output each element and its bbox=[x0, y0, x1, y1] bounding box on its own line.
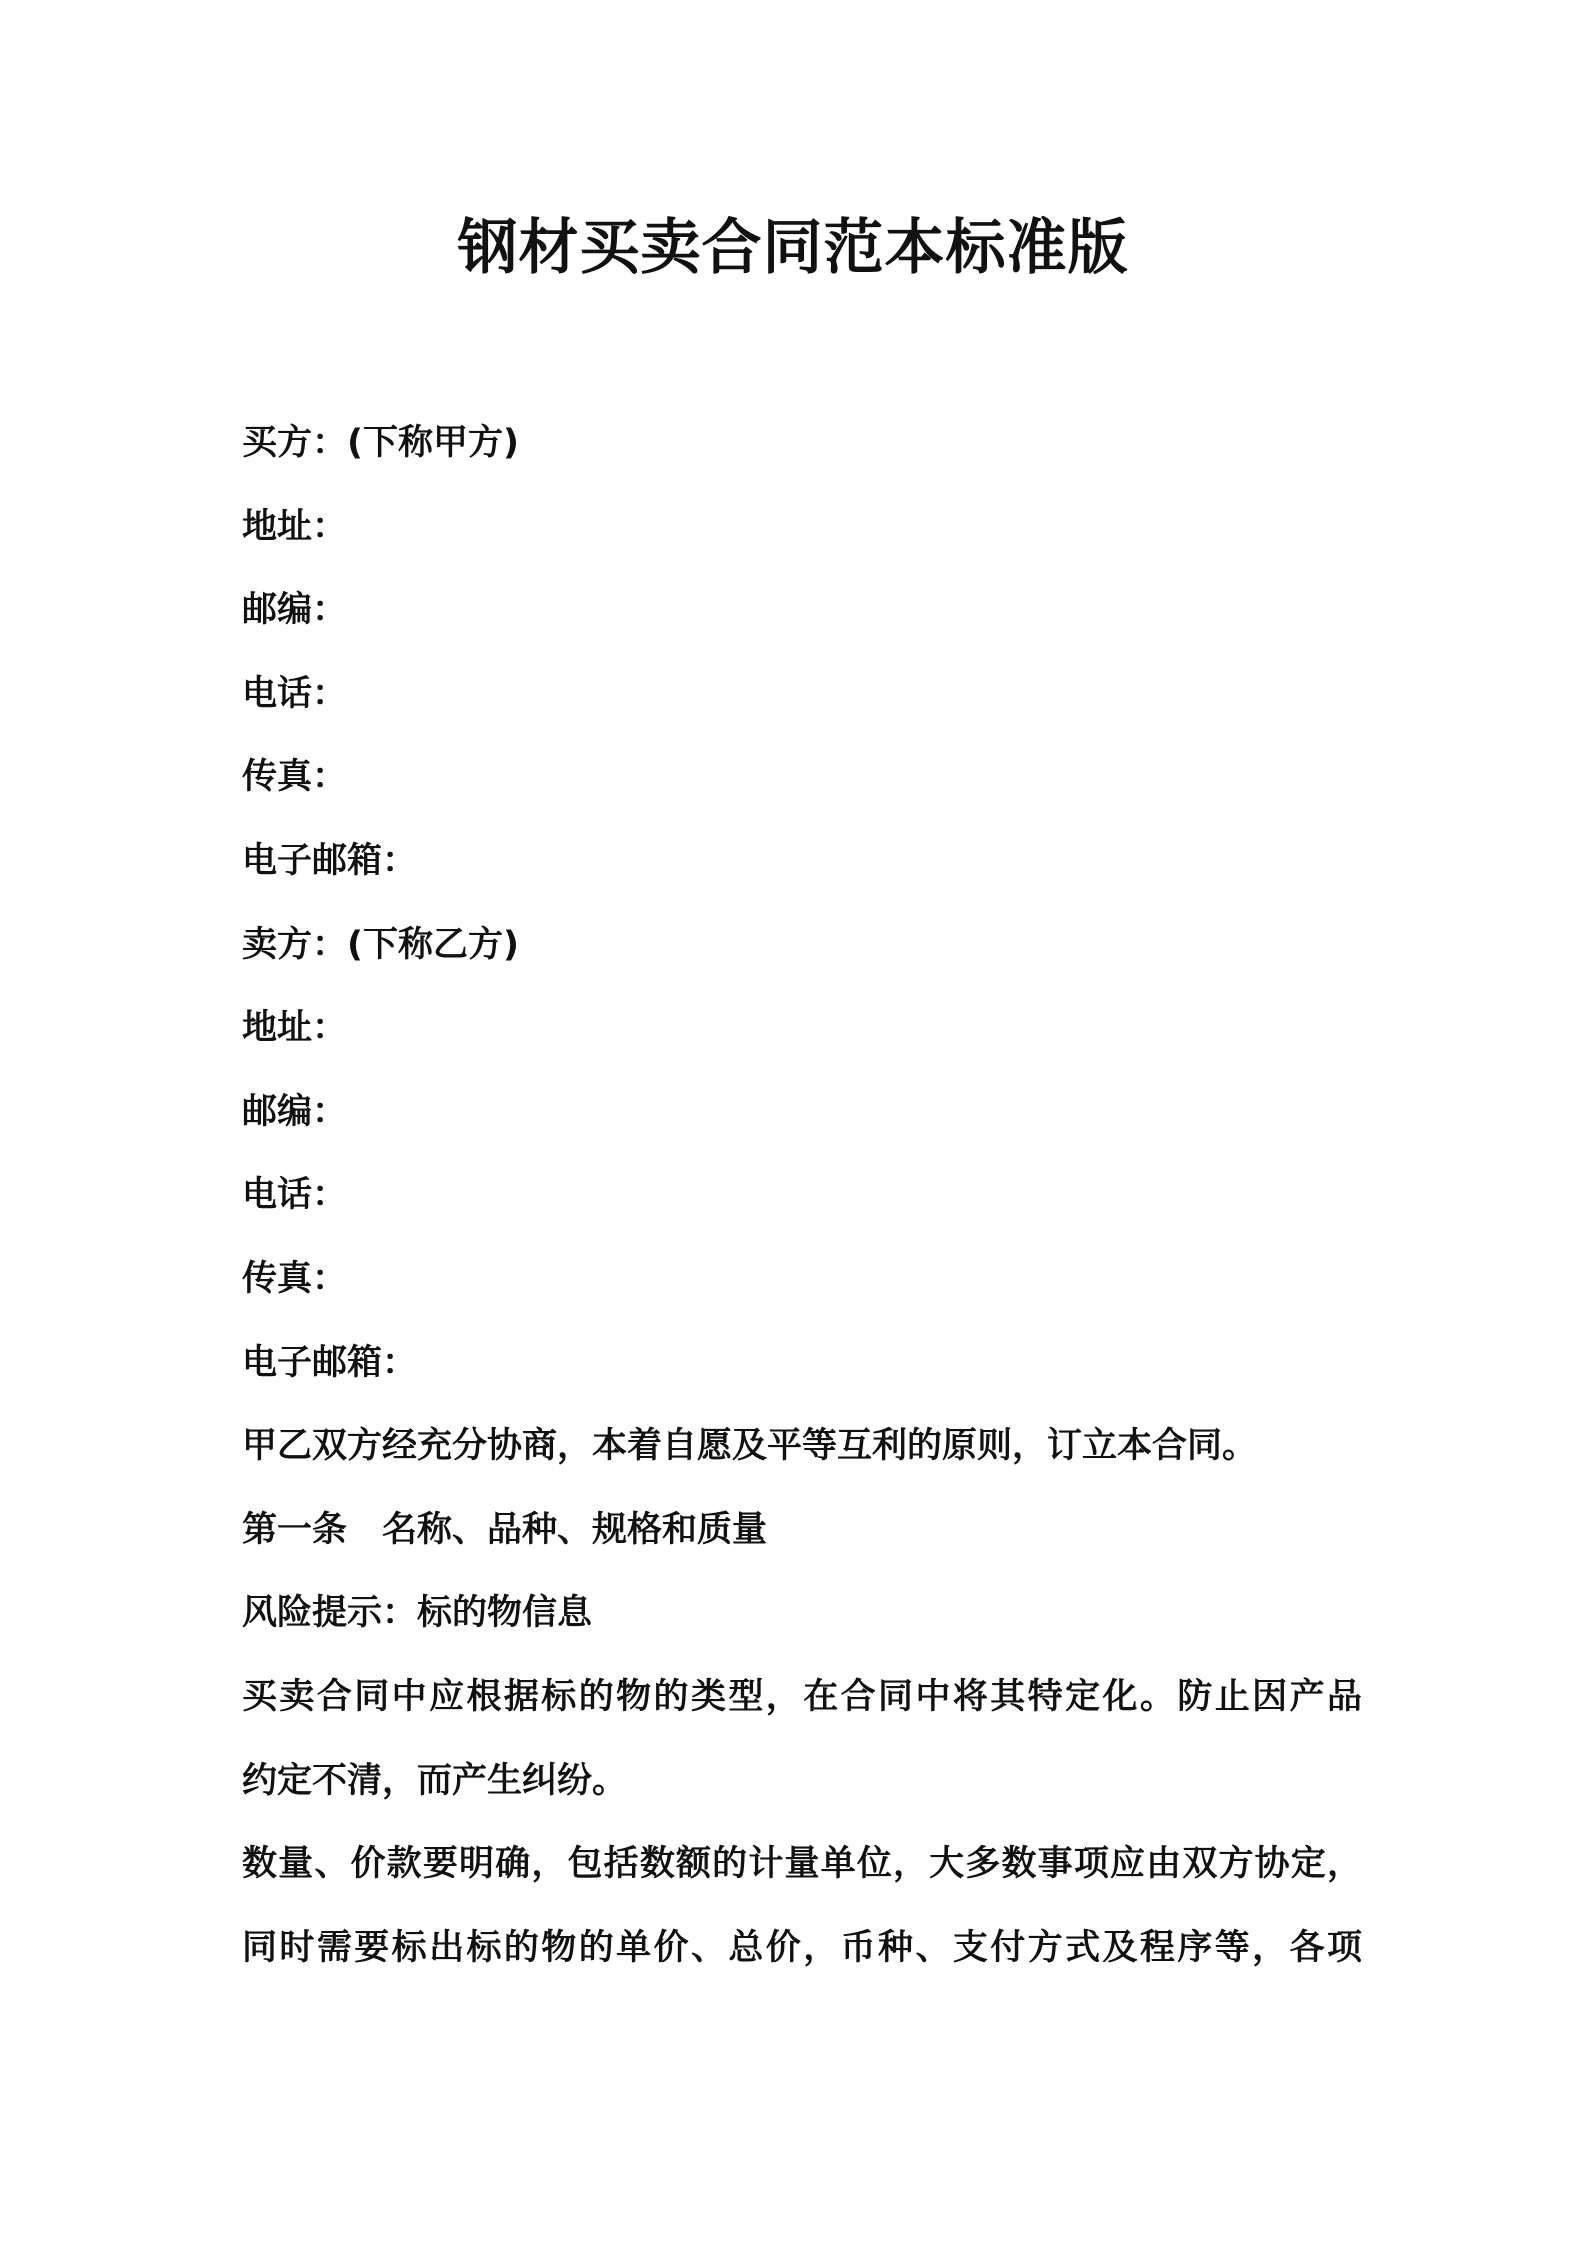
seller-postcode-field: 邮编： bbox=[242, 1091, 348, 1132]
document-title: 钢材买卖合同范本标准版 bbox=[457, 213, 1129, 283]
buyer-email-field: 电子邮箱： bbox=[242, 840, 418, 881]
buyer-postcode-field: 邮编： bbox=[242, 590, 348, 631]
seller-heading: 卖方：(下称乙方) bbox=[242, 924, 519, 965]
seller-address-field: 地址： bbox=[242, 1008, 348, 1049]
seller-email-field: 电子邮箱： bbox=[242, 1342, 418, 1383]
seller-fax-field: 传真： bbox=[242, 1258, 348, 1299]
seller-phone-field: 电话： bbox=[242, 1175, 348, 1216]
risk-warning-heading: 风险提示：标的物信息 bbox=[242, 1593, 593, 1634]
buyer-heading: 买方：(下称甲方) bbox=[242, 423, 519, 463]
agreement-preamble: 甲乙双方经充分协商，本着自愿及平等互利的原则，订立本合同。 bbox=[242, 1426, 1258, 1467]
article-one-heading: 第一条 名称、品种、规格和质量 bbox=[242, 1509, 768, 1550]
paragraph-line: 同时需要标出标的物的单价、总价，币种、支付方式及程序等，各项 bbox=[242, 1927, 1362, 1968]
paragraph-line: 买卖合同中应根据标的物的类型，在合同中将其特定化。防止因产品 bbox=[242, 1676, 1362, 1717]
paragraph-line: 数量、价款要明确，包括数额的计量单位，大多数事项应由双方协定， bbox=[242, 1844, 1362, 1885]
document-body bbox=[242, 402, 1362, 1990]
buyer-fax-field: 传真： bbox=[242, 757, 348, 798]
paragraph-line: 约定不清，而产生纠纷。 bbox=[242, 1760, 628, 1801]
buyer-address-field: 地址： bbox=[242, 506, 348, 547]
buyer-phone-field: 电话： bbox=[242, 673, 348, 714]
